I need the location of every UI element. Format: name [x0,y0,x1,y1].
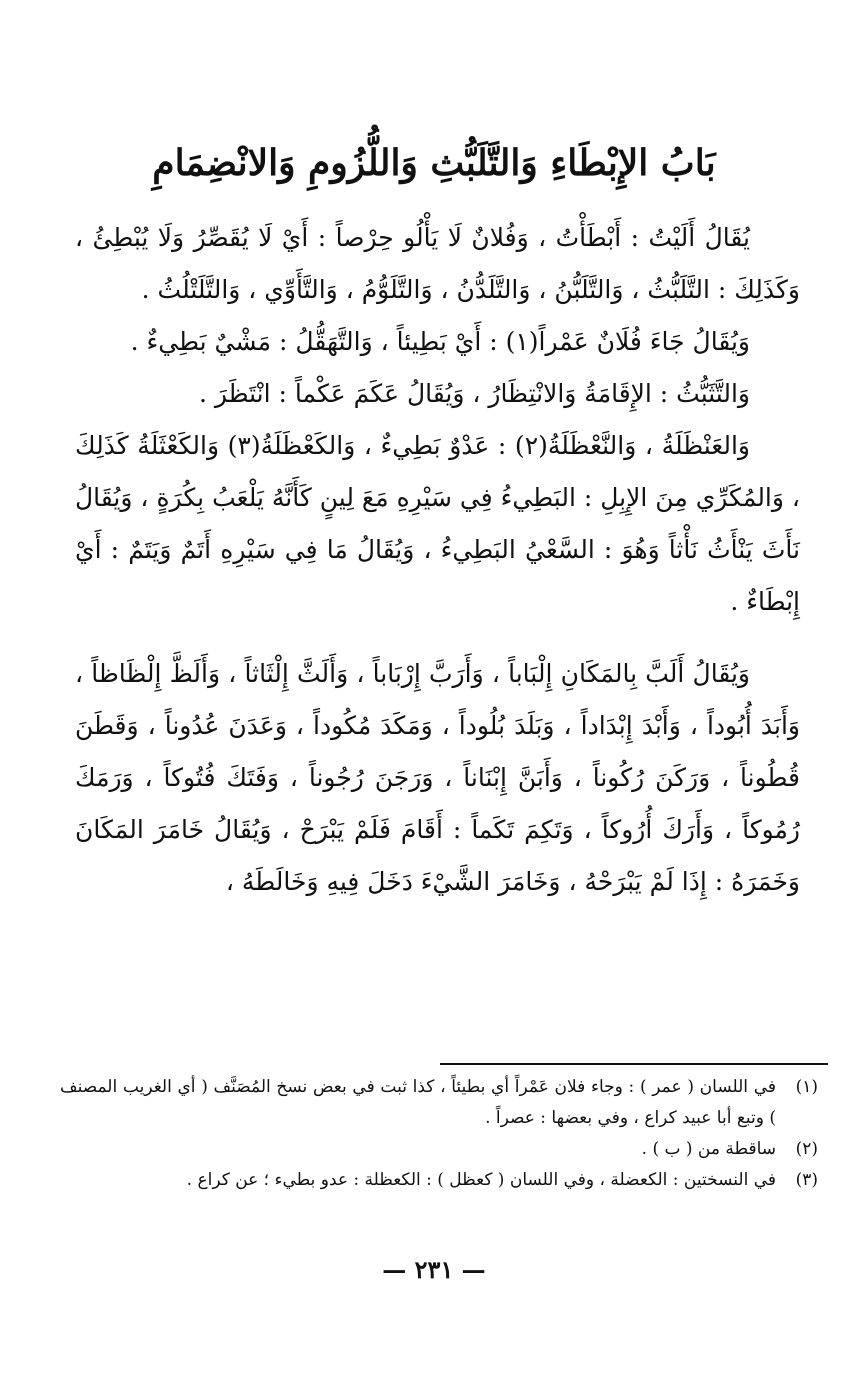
footnote-1 [60,1072,818,1134]
footnote-number: (٢) [795,1139,818,1159]
footnote-number: (١) [795,1077,818,1097]
footnote-number: (٣) [795,1170,818,1190]
footnote-text: في اللسان ( عمر ) : وجاء فلان عَمْراً أي بطيئاً ، كذا ثبت في بعض نسخ المُصَنَّف ( أي الغريب المصنف ) وتبع أبا عبيد كراع ، وفي بعضها : عصراً . [60,1077,776,1128]
paragraph-5: وَيُقَالُ أَلَبَّ بِالمَكَانِ إِلْبَاباً ، وَأَرَبَّ إِرْبَاباً ، وَأَلَثَّ إِلْثَاثاً ، وَأَلَظَّ إِلْظَاظاً ، وَأَبَدَ أُبُوداً ، وَأَبْدَ إِبْدَاداً ، وَبَلَدَ بُلُوداً ، وَمَكَدَ مُكُوداً ، وَعَدَنَ عُدُوناً ، وَقَطَنَ قُطُوناً ، وَرَكَنَ رُكُوناً ، وَأَبَنَّ إِبْنَاناً ، وَرَجَنَ رُجُوناً ، وَفَتَكَ فُتُوكاً ، وَرَمَكَ رُمُوكاً ، وَأَرَكَ أُرُوكاً ، وَتَكِمَ تَكَماً : أَقَامَ فَلَمْ يَبْرَحْ ، وَيُقَالُ خَامَرَ المَكَانَ وَخَمَرَهُ : إِذَا لَمْ يَبْرَحْهُ ، وَخَامَرَ الشَّيْءَ دَخَلَ فِيهِ وَخَالَطَهُ ، [75,659,800,896]
paragraph-2: وَيُقَالُ جَاءَ فُلَانٌ عَمْراً(١) : أَيْ بَطِيئاً ، وَالتَّهَقُّلُ : مَشْيٌ بَطِيءٌ . [130,327,750,356]
footnotes [60,1072,818,1196]
paragraph-1: يُقَالُ أَلَيْتُ : أَبْطَأْتُ ، وَفُلانٌ لَا يَأْلُو حِرْصاً : أَيْ لَا يُقَصِّرُ وَلَا يُبْطِئُ ، وَكَذَلِكَ : التَّلَبُّثُ ، وَالتَّلَبُّنُ ، وَالتَّلَدُّنُ ، وَالتَّلَوُّمُ ، وَالتَّأَوِّي ، وَالتَّلَتْلُثُ . [75,223,800,304]
paragraph-3: وَالتَّثَبُّثُ : الإِقَامَةُ وَالانْتِظَارُ ، وَيُقَالُ عَكَمَ عَكْماً : انْتَظَرَ . [198,379,750,408]
footnote-text: في النسختين : الكعضلة ، وفي اللسان ( كعظل ) : الكعظلة : عدو بطيء ؛ عن كراع . [186,1170,776,1190]
footnote-text: ساقطة من ( ب ) . [641,1139,776,1159]
footnote-3 [60,1165,818,1196]
paragraph-4: وَالعَنْظَلَةُ ، وَالنَّعْظَلَةُ(٢) : عَدْوٌ بَطِيءٌ ، وَالكَعْظَلَةُ(٣) وَالكَعْثَلَةُ كَذَلِكَ ، وَالمُكَرِّي مِنَ الإِبِلِ : البَطِيءُ فِي سَيْرِهِ مَعَ لِينٍ كَأَنَّهُ يَلْعَبُ بِكُرَةٍ ، وَيُقَالُ نَأَثَ يَنْأَثُ نَأْثاً وَهُوَ : السَّعْيُ البَطِيءُ ، وَيُقَالُ مَا فِي سَيْرِهِ أَتَمٌ وَيَتَمٌ : أَيْ إِبْطَاءٌ . [75,431,800,616]
footnote-separator [440,1063,828,1065]
main-text [75,212,800,908]
footnote-2 [60,1134,818,1165]
page-number: — ٢٣١ — [382,1255,486,1284]
chapter-title: بَابُ الإِبْطَاءِ وَالتَّلَبُّثِ وَاللُّزُومِ وَالانْضِمَامِ [152,142,716,184]
